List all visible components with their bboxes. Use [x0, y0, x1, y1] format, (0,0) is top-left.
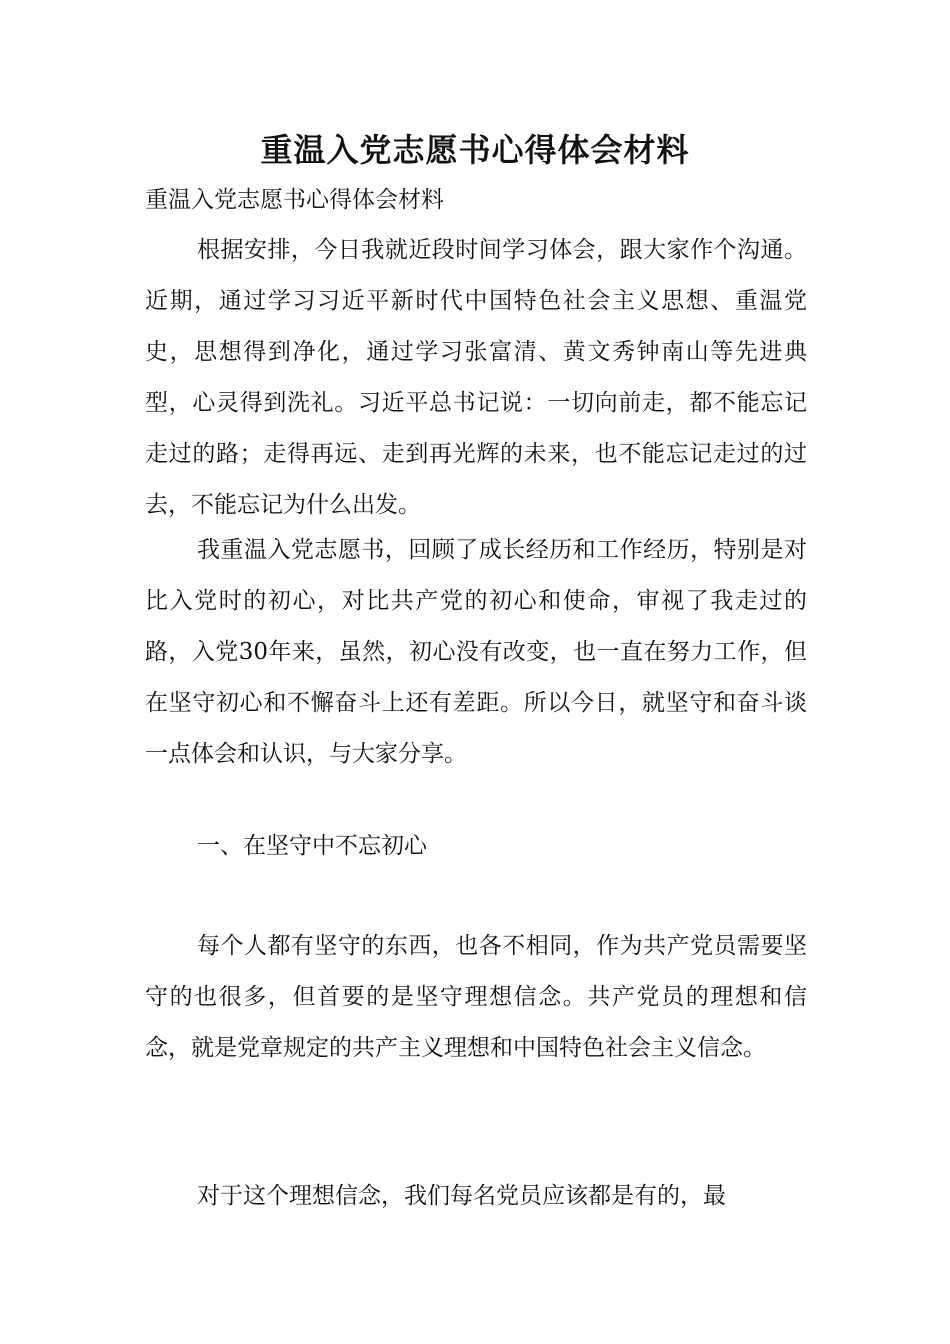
document-subtitle: 重温入党志愿书心得体会材料	[145, 187, 444, 213]
paragraph-1: 根据安排，今日我就近段时间学习体会，跟大家作个沟通。近期，通过学习习近平新时代中国特色社会主义思想、重温党史，思想得到净化，通过学习张富清、黄文秀钟南山等先进典型，心灵得到洗礼。习近平总书记说：一切向前走，都不能忘记走过的路；走得再远、走到再光辉的未来，也不能忘记走过的过去，不能忘记为什么出发。	[145, 237, 807, 518]
paragraph-3: 每个人都有坚守的东西，也各不相同，作为共产党员需要坚守的也很多，但首要的是坚守理想信念。共产党员的理想和信念，就是党章规定的共产主义理想和中国特色社会主义信念。	[145, 933, 807, 1061]
paragraph-4: 对于这个理想信念，我们每名党员应该都是有的，最	[197, 1183, 726, 1209]
document-title: 重温入党志愿书心得体会材料	[260, 131, 690, 169]
section-heading-1: 一、在坚守中不忘初心	[197, 833, 427, 859]
paragraph-2: 我重温入党志愿书，回顾了成长经历和工作经历，特别是对比入党时的初心，对比共产党的初心和使命，审视了我走过的路，入党30年来，虽然，初心没有改变，也一直在努力工作，但在坚守初心和不懈奋斗上还有差距。所以今日，就坚守和奋斗谈一点体会和认识，与大家分享。	[145, 537, 807, 767]
